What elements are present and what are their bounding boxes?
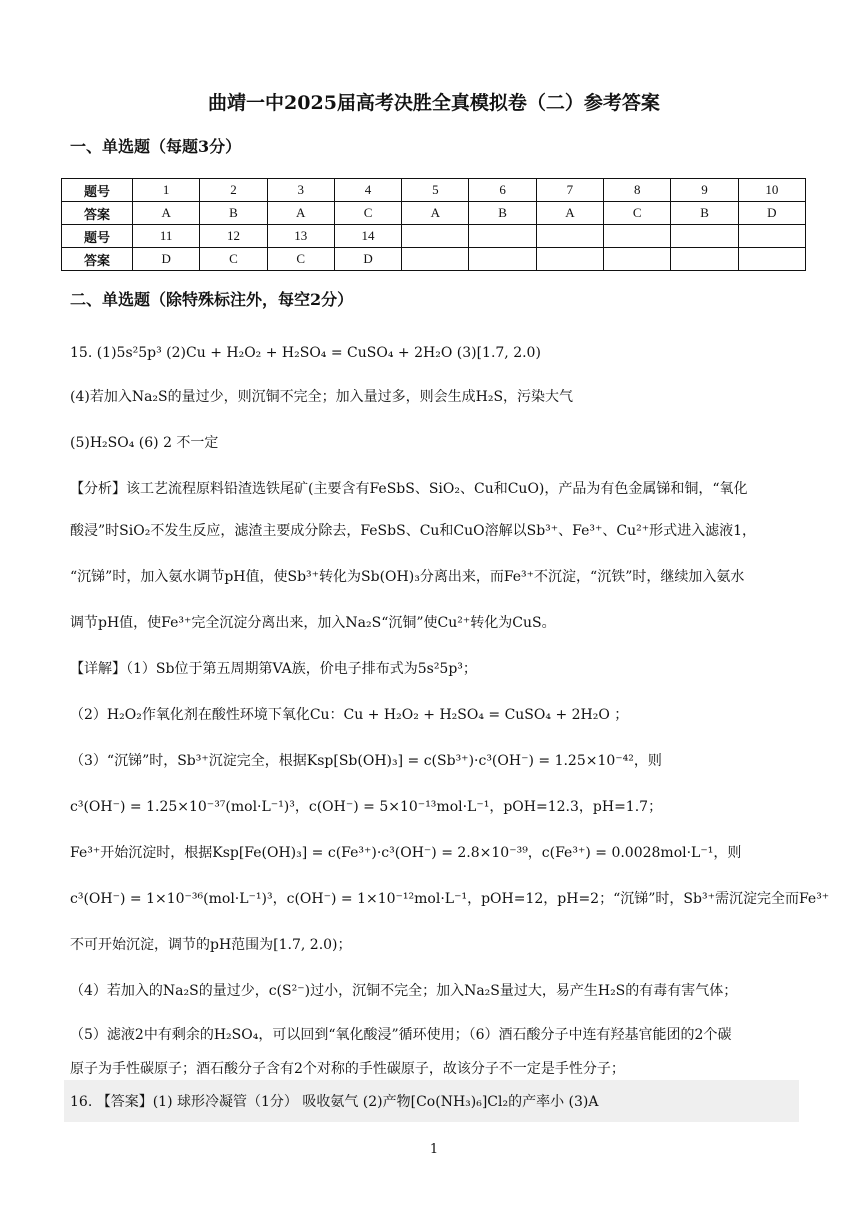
answer-table-row <box>62 179 806 202</box>
answer-table-cell: 5 <box>402 179 469 202</box>
answer-table-cell: B <box>200 202 267 225</box>
answer-table-cell: C <box>200 248 267 271</box>
body-line: c³(OH⁻) = 1.25×10⁻³⁷(mol·L⁻¹)³，c(OH⁻) = 5×10⁻¹³mol·L⁻¹，pOH=12.3，pH=1.7； <box>70 799 663 815</box>
answer-table-cell <box>738 248 805 271</box>
answer-table-cell: 7 <box>536 179 603 202</box>
answer-table-cell <box>536 225 603 248</box>
answer-table-row <box>62 225 806 248</box>
body-line: （5）滤液2中有剩余的H₂SO₄，可以回到“氧化酸浸”循环使用；（6）酒石酸分子中连有羟基官能团的2个碳 <box>70 1027 732 1043</box>
answer-table-row-label: 题号 <box>62 179 133 202</box>
body-line: Fe³⁺开始沉淀时，根据Ksp[Fe(OH)₃] = c(Fe³⁺)·c³(OH⁻) = 2.8×10⁻³⁹，c(Fe³⁺) = 0.0028mol·L⁻¹，则 <box>70 845 742 861</box>
answer-table-cell: C <box>604 202 671 225</box>
body-line: 不可开始沉淀，调节的pH范围为[1.7, 2.0)； <box>70 937 352 953</box>
answer-table-cell: 12 <box>200 225 267 248</box>
answer-table-row-label: 题号 <box>62 225 133 248</box>
answer-table-row <box>62 202 806 225</box>
body-line: 酸浸”时SiO₂不发生反应，滤渣主要成分除去，FeSbS、Cu和CuO溶解以Sb³⁺、Fe³⁺、Cu²⁺形式进入滤液1， <box>70 523 757 539</box>
section-2-heading: 二、单选题（除特殊标注外，每空2分） <box>70 290 354 309</box>
body-line: 15. (1)5s²5p³ (2)Cu + H₂O₂ + H₂SO₄ = CuSO₄ + 2H₂O (3)[1.7, 2.0) <box>70 345 541 361</box>
body-line: 调节pH值，使Fe³⁺完全沉淀分离出来，加入Na₂S“沉铜”使Cu²⁺转化为CuS。 <box>70 615 556 631</box>
answer-table-cell: A <box>402 202 469 225</box>
body-line: 【详解】（1）Sb位于第五周期第VA族，价电子排布式为5s²5p³； <box>70 661 477 677</box>
body-line: c³(OH⁻) = 1×10⁻³⁶(mol·L⁻¹)³，c(OH⁻) = 1×10⁻¹²mol·L⁻¹，pOH=12，pH=2；“沉锑”时，Sb³⁺需沉淀完全而Fe³⁺ <box>70 891 830 907</box>
body-line: （2）H₂O₂作氧化剂在酸性环境下氧化Cu：Cu + H₂O₂ + H₂SO₄ = CuSO₄ + 2H₂O ； <box>70 707 629 723</box>
body-line: 原子为手性碳原子；酒石酸分子含有2个对称的手性碳原子，故该分子不一定是手性分子； <box>70 1061 625 1077</box>
body-line: （3）“沉锑”时，Sb³⁺沉淀完全，根据Ksp[Sb(OH)₃] = c(Sb³⁺)·c³(OH⁻) = 1.25×10⁻⁴²，则 <box>70 753 662 769</box>
answer-table-cell: 9 <box>671 179 738 202</box>
answer-table-cell: D <box>133 248 200 271</box>
answer-table-cell: 1 <box>133 179 200 202</box>
page-title: 曲靖一中2025届高考决胜全真模拟卷（二）参考答案 <box>208 92 660 114</box>
answer-table-cell <box>604 248 671 271</box>
answer-table-cell: B <box>671 202 738 225</box>
answer-table-cell: 11 <box>133 225 200 248</box>
answer-table-row-label: 答案 <box>62 202 133 225</box>
answer-table-cell <box>738 225 805 248</box>
answer-table-cell <box>469 225 536 248</box>
answer-table <box>61 178 806 271</box>
answer-table-cell: A <box>133 202 200 225</box>
answer-table-cell: A <box>267 202 334 225</box>
answer-table-cell: D <box>738 202 805 225</box>
answer-table-cell: 2 <box>200 179 267 202</box>
answer-table-cell: 4 <box>334 179 401 202</box>
answer-table-cell <box>402 225 469 248</box>
answer-table-cell: B <box>469 202 536 225</box>
answer-table-cell <box>671 248 738 271</box>
answer-table-cell: C <box>334 202 401 225</box>
answer-table-cell: 6 <box>469 179 536 202</box>
body-line: 【分析】该工艺流程原料铅渣选铁尾矿(主要含有FeSbS、SiO₂、Cu和CuO)，产品为有色金属锑和铜，“氧化 <box>70 481 748 497</box>
answer-table-cell <box>671 225 738 248</box>
answer-table-row <box>62 248 806 271</box>
body-line: （4）若加入的Na₂S的量过少，c(S²⁻)过小，沉铜不完全；加入Na₂S量过大，易产生H₂S的有毒有害气体； <box>70 983 738 999</box>
answer-table-cell: C <box>267 248 334 271</box>
answer-table-cell: 3 <box>267 179 334 202</box>
body-line: 16. 【答案】(1) 球形冷凝管（1分） 吸收氨气 (2)产物[Co(NH₃)₆]Cl₂的产率小 (3)A <box>70 1094 599 1110</box>
page-number: 1 <box>429 1142 439 1157</box>
answer-table-cell <box>536 248 603 271</box>
answer-table-cell: 8 <box>604 179 671 202</box>
body-line: “沉锑”时，加入氨水调节pH值，使Sb³⁺转化为Sb(OH)₃分离出来，而Fe³⁺不沉淀，“沉铁”时，继续加入氨水 <box>70 569 745 585</box>
answer-table-cell <box>604 225 671 248</box>
answer-table-cell <box>402 248 469 271</box>
body-line: (4)若加入Na₂S的量过少，则沉铜不完全；加入量过多，则会生成H₂S，污染大气 <box>70 389 574 405</box>
answer-table-cell: 14 <box>334 225 401 248</box>
section-1-heading: 一、单选题（每题3分） <box>70 137 242 156</box>
answer-table-cell: 13 <box>267 225 334 248</box>
answer-table-cell: A <box>536 202 603 225</box>
answer-table-cell: D <box>334 248 401 271</box>
answer-table-row-label: 答案 <box>62 248 133 271</box>
answer-table-cell: 10 <box>738 179 805 202</box>
body-line: (5)H₂SO₄ (6) 2 不一定 <box>70 435 219 451</box>
answer-table-cell <box>469 248 536 271</box>
